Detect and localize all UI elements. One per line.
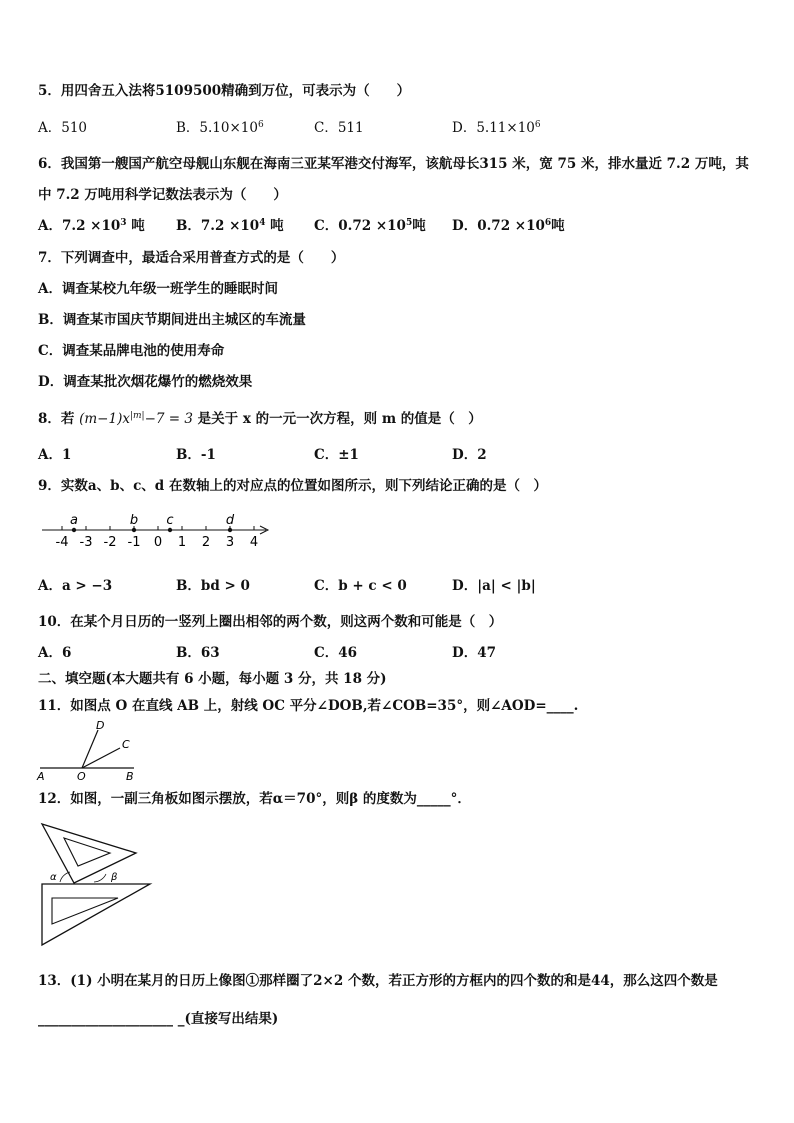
label-o: O: [77, 770, 86, 782]
point-b: [132, 528, 136, 532]
q6-option-a: A．$7.2 \times 10^3$ 吨: [38, 218, 145, 234]
q12-stem: 12．如图，一副三角板如图示摆放，若α＝70°，则β 的度数为_____°．: [38, 791, 471, 807]
q7-option-b: B．调查某市国庆节期间进出主城区的车流量: [38, 312, 306, 328]
q5-option-a: A．510: [38, 120, 88, 136]
beta-label: β: [111, 872, 118, 883]
q10-stem: 10．在某个月日历的一竖列上圈出相邻的两个数，则这两个数和可能是（ ）: [38, 614, 503, 630]
q5-option-c: C．511: [314, 120, 364, 136]
ray-oc: [82, 748, 120, 768]
point-d: [228, 528, 232, 532]
q10-option-b: B．63: [176, 645, 220, 661]
q5-stem: 5．用四舍五入法将5109500精确到万位，可表示为（ ）: [38, 83, 411, 99]
q13-stem: 13．(1) 小明在某月的日历上像图①那样圈了2×2 个数，若正方形的方框内的四个数的和是44，那么这四个数是: [38, 973, 718, 989]
axis-tick-label: 3: [225, 535, 235, 550]
axis-tick-label: -1: [127, 535, 141, 550]
point-label-d: d: [225, 513, 235, 528]
axis-tick-label: 2: [201, 535, 211, 550]
q8-option-d: D．2: [452, 447, 487, 463]
q6-option-b: B．$7.2 \times 10^4$ 吨: [176, 218, 284, 234]
q7-option-a: A．调查某校九年级一班学生的睡眠时间: [38, 281, 278, 297]
alpha-label: α: [50, 872, 57, 883]
q10-option-a: A．6: [38, 645, 72, 661]
point-c: [168, 528, 172, 532]
q6-option-c: C．$0.72 \times 10^5$吨: [314, 218, 426, 234]
q10-option-c: C．46: [314, 645, 358, 661]
point-label-c: c: [166, 513, 174, 528]
label-c: C: [122, 738, 130, 751]
point-a: [72, 528, 76, 532]
q8-option-c: C．±1: [314, 447, 359, 463]
number-line-figure: [38, 508, 278, 550]
q5-option-b: B．$5.10\times 10^6$: [176, 120, 264, 136]
q5-option-d: D．$5.11\times 10^6$: [452, 120, 541, 136]
axis-tick-label: -3: [79, 535, 93, 550]
q6-stem-line1: 6．我国第一艘国产航空母舰山东舰在海南三亚某军港交付海军，该航母长315 米，宽 75 米，排水量近 7.2 万吨，其: [38, 156, 749, 172]
q9-option-c: C．b + c < 0: [314, 578, 407, 594]
axis-tick-label: 4: [249, 535, 259, 550]
section-heading: 二、填空题(本大题共有 6 小题，每小题 3 分，共 18 分): [38, 671, 387, 687]
q8-formula: $(m-1)x^{|m|}-7 = 3$: [79, 411, 193, 427]
q8-option-a: A．1: [38, 447, 72, 463]
q8-stem: 8．若 $(m-1)x^{|m|}-7 = 3$ 是关于 x 的一元一次方程，则 m 的值是（ ）: [38, 411, 482, 427]
point-label-a: a: [70, 513, 78, 528]
angle-figure: [34, 718, 144, 782]
q6-stem-line2: 中 7.2 万吨用科学记数法表示为（ ）: [38, 187, 287, 203]
axis-tick-label: -2: [103, 535, 117, 550]
axis-tick-label: -4: [55, 535, 69, 550]
beta-arc: [94, 874, 106, 882]
q9-option-a: A．a > −3: [38, 578, 113, 594]
q7-option-d: D．调查某批次烟花爆竹的燃烧效果: [38, 374, 253, 390]
q11-stem: 11．如图点 O 在直线 AB 上，射线 OC 平分∠DOB,若∠COB=35°，则∠AOD=____.: [38, 698, 579, 714]
q9-stem: 9．实数a、b、c、d 在数轴上的对应点的位置如图所示，则下列结论正确的是（ ）: [38, 478, 547, 494]
triangle-ruler-figure: [36, 818, 156, 952]
q7-stem: 7．下列调查中，最适合采用普查方式的是（ ）: [38, 250, 345, 266]
q9-option-b: B．bd > 0: [176, 578, 250, 594]
q13-answer-blank: ____________________ _(直接写出结果): [38, 1011, 279, 1027]
q7-option-c: C．调查某品牌电池的使用寿命: [38, 343, 225, 359]
ray-od: [82, 730, 98, 768]
q6-option-d: D．$0.72 \times 10^6$吨: [452, 218, 565, 234]
label-a: A: [37, 770, 45, 782]
q9-option-d: D．|a| < |b|: [452, 578, 536, 594]
point-label-b: b: [129, 513, 139, 528]
q8-option-b: B．-1: [176, 447, 216, 463]
label-d: D: [96, 719, 105, 732]
label-b: B: [126, 770, 134, 782]
axis-tick-label: 1: [177, 535, 187, 550]
axis-tick-label: 0: [153, 535, 163, 550]
q10-option-d: D．47: [452, 645, 496, 661]
lower-triangle: [42, 884, 150, 945]
